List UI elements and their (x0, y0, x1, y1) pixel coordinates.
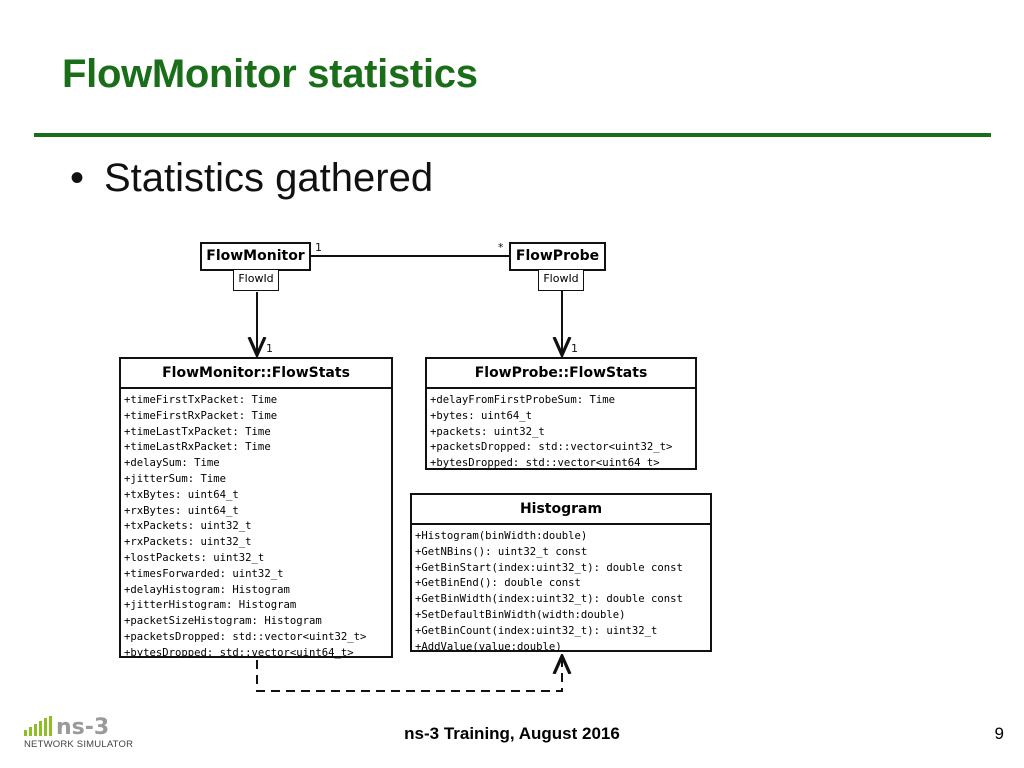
monitor-flowstats-class (119, 357, 393, 658)
flowmonitor-qualifier: FlowId (233, 269, 279, 291)
method-row: +GetBinCount(index:uint32_t): uint32_t (415, 624, 658, 637)
attribute-row: +timeFirstTxPacket: Time (124, 394, 278, 406)
attribute-row: +timeFirstRxPacket: Time (124, 409, 278, 422)
probe-flowstats-attributes (427, 389, 695, 474)
attribute-row: +delaySum: Time (124, 457, 220, 470)
method-row: +GetNBins(): uint32_t const (415, 545, 588, 558)
attribute-row: +timeLastTxPacket: Time (124, 425, 271, 438)
attribute-row: +lostPackets: uint32_t (124, 551, 265, 564)
attribute-row: +bytesDropped: std::vector<uint64_t> (430, 457, 660, 470)
slide-title: FlowMonitor statistics (62, 52, 478, 96)
monitor-flowstats-attributes (121, 389, 391, 664)
method-row: +AddValue(value:double) (415, 640, 562, 653)
attribute-row: +txBytes: uint64_t (124, 488, 239, 501)
attribute-row: +bytes: uint64_t (430, 409, 533, 422)
attribute-row: +packetsDropped: std::vector<uint32_t> (430, 441, 673, 454)
histogram-name: Histogram (412, 495, 710, 525)
flowmonitor-name: FlowMonitor (206, 248, 305, 264)
logo-subtitle: NETWORK SIMULATOR (24, 739, 134, 750)
multiplicity-monitor-assoc: 1 (315, 241, 322, 254)
attribute-row: +delayHistogram: Histogram (124, 583, 290, 596)
logo-text: ns-3 (56, 715, 110, 740)
attribute-row: +delayFromFirstProbeSum: Time (430, 394, 615, 406)
method-row: +GetBinEnd(): double const (415, 577, 581, 590)
method-row: +GetBinWidth(index:uint32_t): double const (415, 593, 683, 606)
attribute-row: +jitterHistogram: Histogram (124, 599, 297, 612)
attribute-row: +packets: uint32_t (430, 425, 545, 438)
flowprobe-qualifier: FlowId (538, 269, 584, 291)
histogram-methods (412, 525, 710, 657)
method-row: +GetBinStart(index:uint32_t): double const (415, 561, 683, 574)
attribute-row: +timesForwarded: uint32_t (124, 567, 284, 580)
method-row: +SetDefaultBinWidth(width:double) (415, 608, 626, 621)
attribute-row: +rxPackets: uint32_t (124, 536, 252, 549)
flowprobe-name: FlowProbe (515, 248, 600, 264)
attribute-row: +bytesDropped: std::vector<uint64_t> (124, 646, 354, 659)
bullet-text: Statistics gathered (104, 156, 434, 200)
flowmonitor-class (200, 242, 311, 271)
attribute-row: +timeLastRxPacket: Time (124, 441, 271, 454)
multiplicity-probe-stats: 1 (571, 342, 578, 355)
method-row: +Histogram(binWidth:double) (415, 530, 588, 542)
probe-flowstats-name: FlowProbe::FlowStats (427, 359, 695, 389)
probe-flowstats-class (425, 357, 697, 470)
attribute-row: +packetSizeHistogram: Histogram (124, 615, 322, 628)
page-number: 9 (994, 724, 1004, 743)
attribute-row: +jitterSum: Time (124, 472, 227, 485)
attribute-row: +rxBytes: uint64_t (124, 504, 239, 517)
bullet-dot-icon: • (70, 156, 85, 200)
attribute-row: +txPackets: uint32_t (124, 520, 252, 533)
flowprobe-class (509, 242, 606, 271)
histogram-class (410, 493, 712, 652)
footer-text: ns-3 Training, August 2016 (404, 724, 620, 743)
multiplicity-monitor-stats: 1 (266, 342, 273, 355)
multiplicity-probe-assoc: * (498, 241, 504, 254)
attribute-row: +packetsDropped: std::vector<uint32_t> (124, 630, 367, 643)
monitor-flowstats-name: FlowMonitor::FlowStats (121, 359, 391, 389)
